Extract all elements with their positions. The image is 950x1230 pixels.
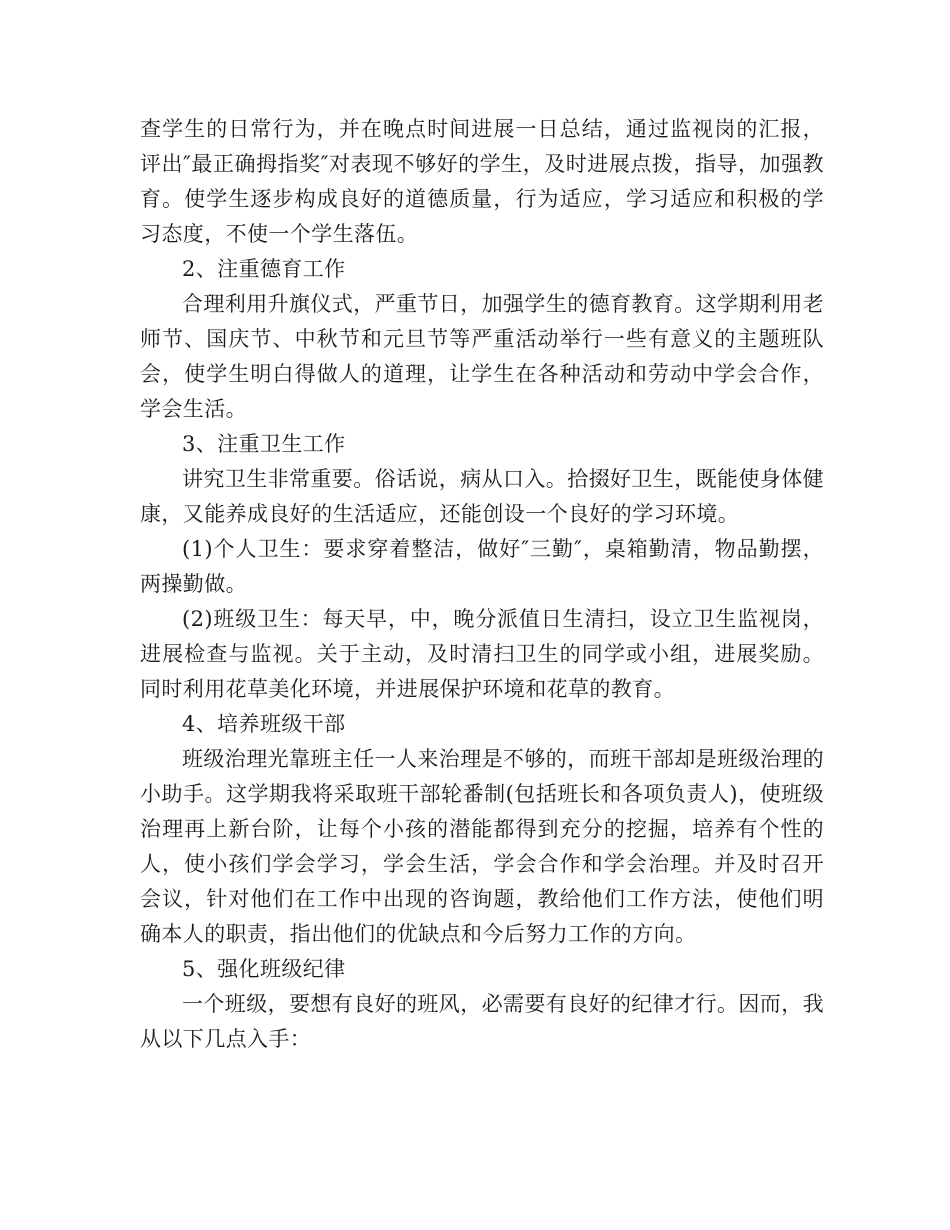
paragraph-class-discipline: 一个班级，要想有良好的班风，必需要有良好的纪律才行。因而，我从以下几点入手：: [140, 992, 824, 1051]
document-body: [140, 112, 824, 1057]
paragraph-personal-hygiene: (1)个人卫生：要求穿着整洁，做好″三勤″，桌箱勤清，物品勤摆，两操勤做。: [140, 537, 824, 596]
paragraph-class-cadres: 班级治理光靠班主任一人来治理是不够的，而班干部却是班级治理的小助手。这学期我将采取班干部轮番制(包括班长和各项负责人)，使班级治理再上新台阶，让每个小孩的潜能都得到充分的挖掘，培养有个性的人，使小孩们学会学习，学会生活，学会合作和学会治理。并及时召开会议，针对他们在工作中出现的咨询题，教给他们工作方法，使他们明确本人的职责，指出他们的优缺点和今后努力工作的方向。: [140, 747, 824, 946]
paragraph-daily-conduct: 查学生的日常行为，并在晚点时间进展一日总结，通过监视岗的汇报，评出″最正确拇指奖″对表现不够好的学生，及时进展点拨，指导，加强教育。使学生逐步构成良好的道德质量，行为适应，学习适应和积极的学习态度，不使一个学生落伍。: [140, 117, 824, 246]
section-heading-class-discipline: 5、强化班级纪律: [182, 957, 346, 981]
section-heading-class-cadres: 4、培养班级干部: [182, 712, 346, 736]
paragraph-class-hygiene: (2)班级卫生：每天早，中，晚分派值日生清扫，设立卫生监视岗，进展检查与监视。关于主动，及时清扫卫生的同学或小组，进展奖励。同时利用花草美化环境，并进展保护环境和花草的教育。: [140, 607, 824, 701]
paragraph-hygiene-intro: 讲究卫生非常重要。俗话说，病从口入。拾掇好卫生，既能使身体健康，又能养成良好的生活适应，还能创设一个良好的学习环境。: [140, 467, 824, 526]
paragraph-moral-education: 合理利用升旗仪式，严重节日，加强学生的德育教育。这学期利用老师节、国庆节、中秋节和元旦节等严重活动举行一些有意义的主题班队会，使学生明白得做人的道理，让学生在各种活动和劳动中学会合作，学会生活。: [140, 292, 824, 421]
section-heading-moral-education: 2、注重德育工作: [182, 257, 346, 281]
section-heading-hygiene: 3、注重卫生工作: [182, 432, 346, 456]
